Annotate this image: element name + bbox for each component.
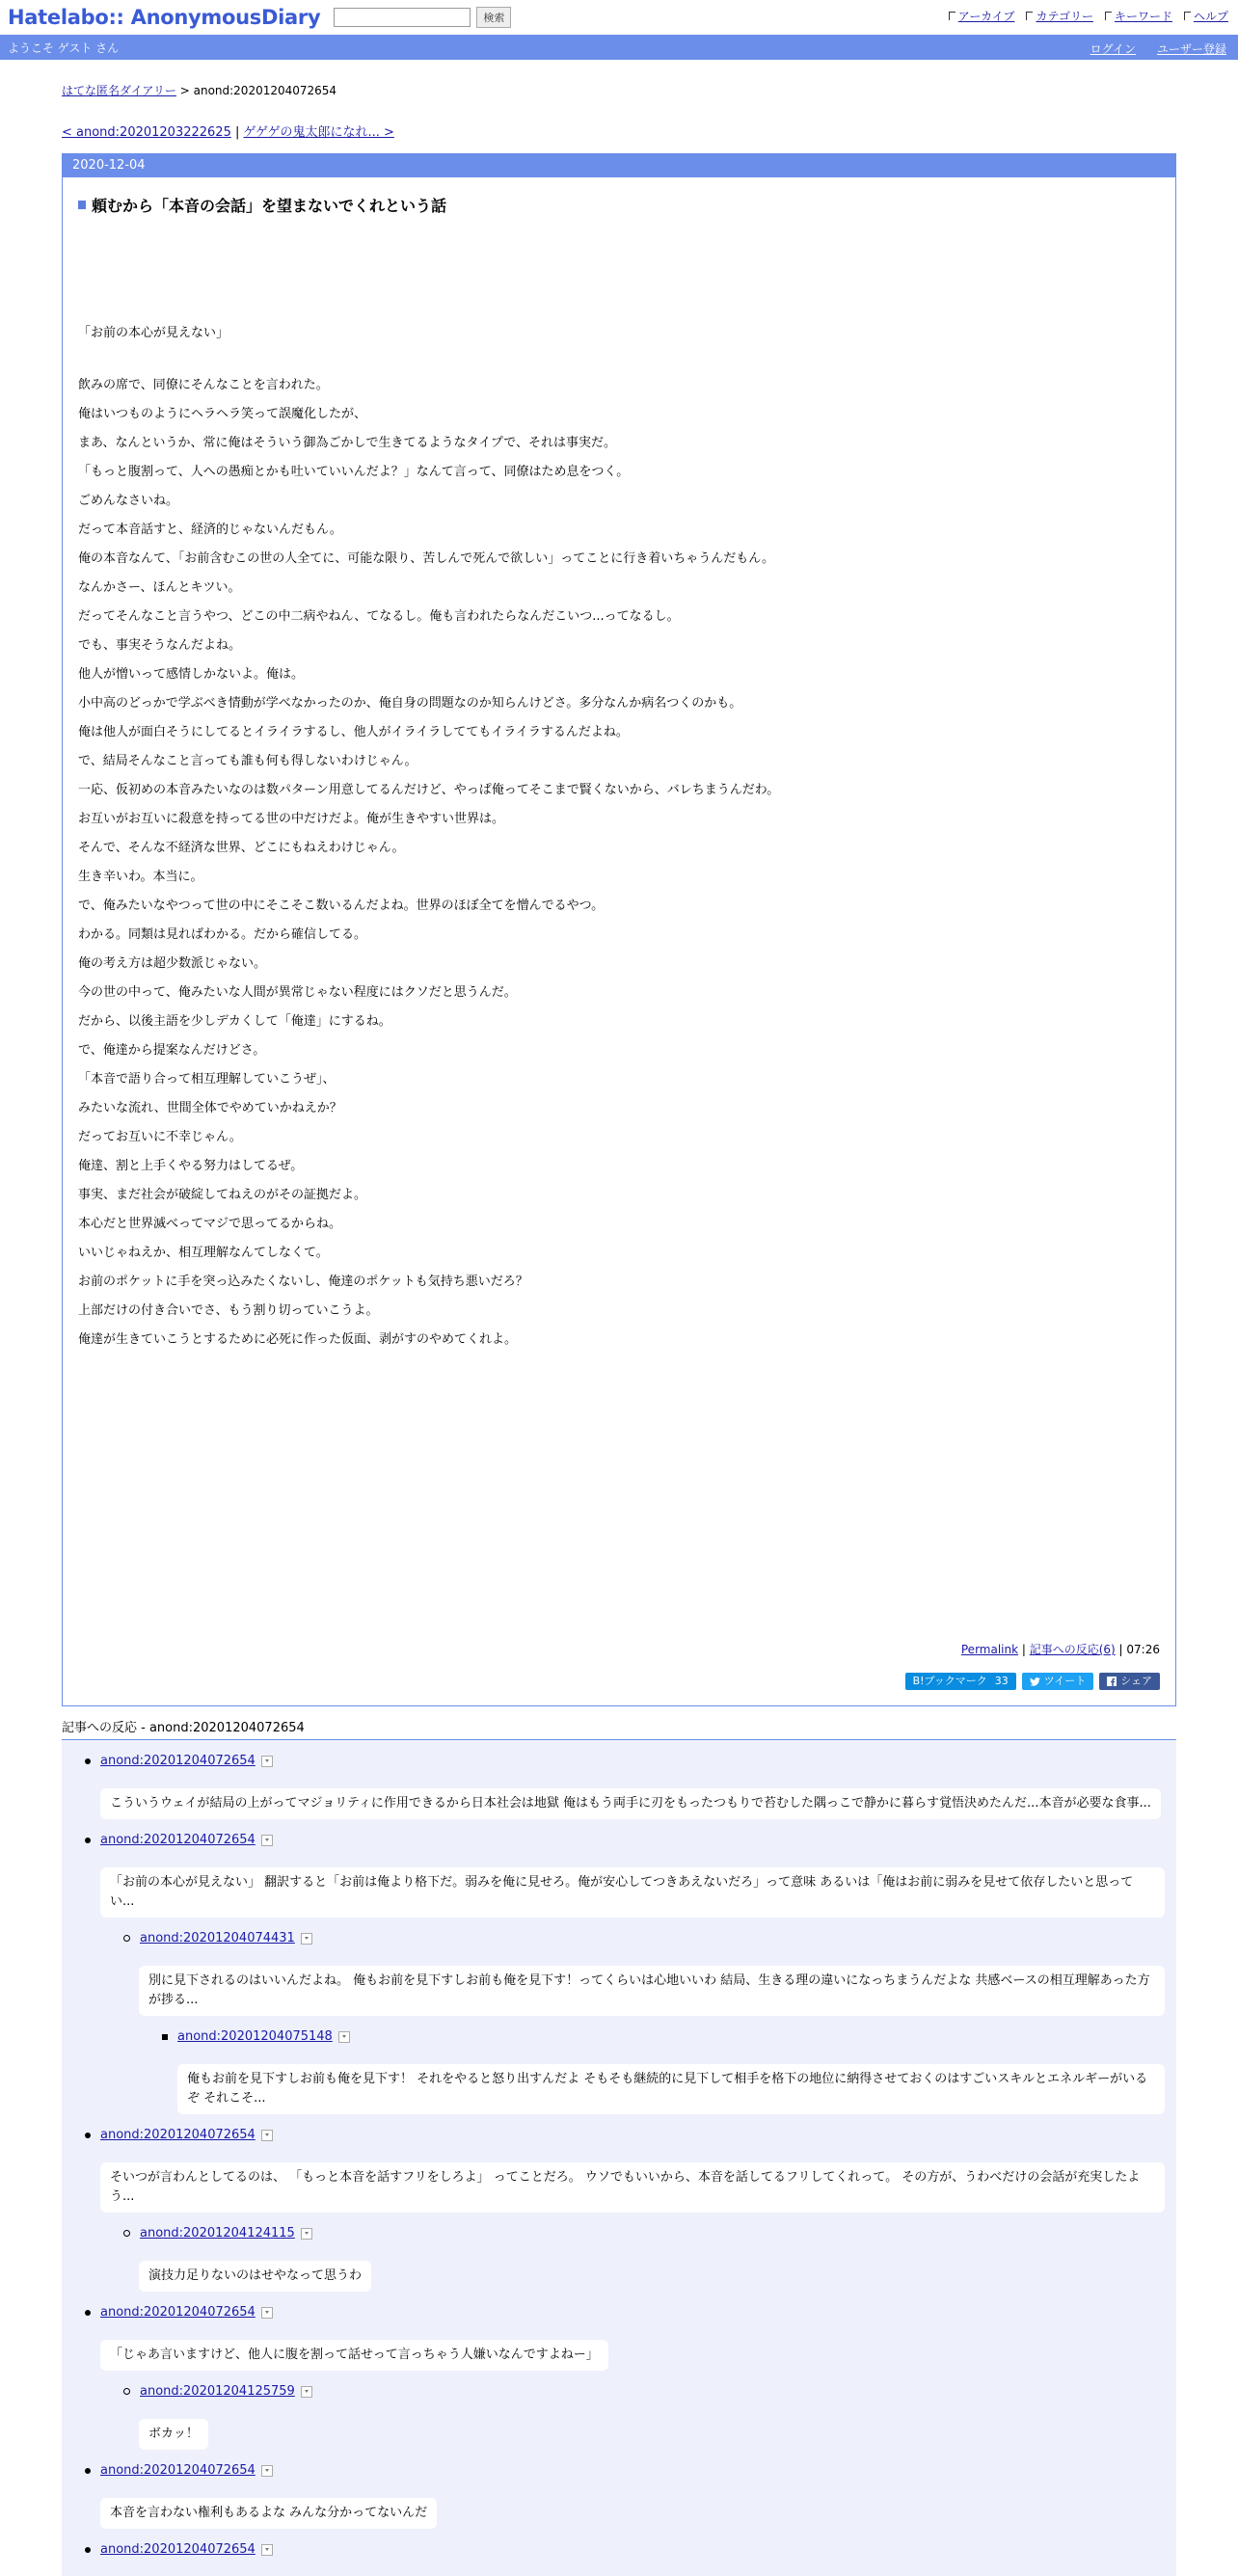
entry-line: 生き辛いわ。本当に。 xyxy=(78,870,203,884)
reaction-excerpt: 「じゃあ言いますけど、他人に腹を割って話せって言っちゃう人嫌いなんですよねー」 xyxy=(100,2340,608,2371)
reaction-item xyxy=(100,2463,1165,2529)
reaction-excerpt: そいつが言わんとしてるのは、 「もっと本音を話すフリをしろよ」 ってことだろ。 ウソでもいいから、本音を話してるフリしてくれって。 その方が、うわべだけの会話が充実したよう... xyxy=(100,2162,1165,2213)
site-logo[interactable]: Hatelabo:: AnonymousDiary xyxy=(8,6,321,29)
entry-title-text: 頼むから「本音の会話」を望まないでくれという話 xyxy=(92,197,447,215)
entry-line: なんかさー、ほんとキツい。 xyxy=(78,580,241,595)
dropdown-arrow-icon[interactable] xyxy=(261,1756,273,1767)
dropdown-arrow-icon[interactable] xyxy=(301,2386,312,2398)
reaction-link[interactable]: anond:20201204125759 xyxy=(140,2384,295,2399)
list-bullet-icon xyxy=(85,1838,91,1843)
permalink-link[interactable]: Permalink xyxy=(960,1643,1019,1656)
register-link[interactable]: ユーザー登録 xyxy=(1156,42,1226,56)
entry-line: だってお互いに不幸じゃん。 xyxy=(78,1130,242,1144)
list-bullet-icon xyxy=(85,2547,91,2553)
keyword-link[interactable]: キーワード xyxy=(1105,8,1172,24)
breadcrumb-separator: > xyxy=(175,84,194,97)
reaction-excerpt: 「お前の本心が見えない」 翻訳すると「お前は俺より格下だ。弱みを俺に見せろ。俺が安心してつきあえないだろ」って意味 あるいは「俺はお前に弱みを見せて依存したいと思ってい... xyxy=(100,1867,1165,1918)
reaction-excerpt: 演技力足りないのはせやなって思うわ xyxy=(139,2261,371,2292)
category-link[interactable]: カテゴリー xyxy=(1026,8,1093,24)
breadcrumb xyxy=(62,82,1176,98)
reaction-item xyxy=(100,2305,1165,2371)
entry-line: 俺の考え方は超少数派じゃない。 xyxy=(78,956,267,971)
reaction-item xyxy=(100,1754,1165,1819)
reaction-link[interactable]: anond:20201204074431 xyxy=(140,1931,295,1945)
entry-line: 飲みの席で、同僚にそんなことを言われた。 xyxy=(78,378,329,392)
dropdown-arrow-icon[interactable] xyxy=(261,2544,273,2556)
reaction-link[interactable]: anond:20201204124115 xyxy=(140,2226,295,2241)
reaction-item xyxy=(100,2542,1165,2557)
reaction-excerpt: こういうウェイが結局の上がってマジョリティに作用できるから日本社会は地獄 俺はもう両手に刃をもったつもりで苔むした隅っこで静かに暮らす覚悟決めたんだ...本音が必要な食事... xyxy=(100,1788,1161,1819)
top-nav xyxy=(949,8,1228,24)
hatena-bookmark-label: B!ブックマーク xyxy=(912,1675,987,1687)
entry-line: ごめんなさいね。 xyxy=(78,494,179,508)
entry-line: で、結局そんなこと言っても誰も何も得しないわけじゃん。 xyxy=(78,754,417,768)
reaction-item xyxy=(139,2384,1165,2450)
twitter-bird-icon xyxy=(1030,1677,1040,1686)
entry-line: で、俺達から提案なんだけどさ。 xyxy=(78,1043,266,1058)
entry-line: 俺の本音なんて、「お前含むこの世の人全てに、可能な限り、苦しんで死んで欲しい」ってことに行き着いちゃうんだもん。 xyxy=(78,551,775,566)
dropdown-arrow-icon[interactable] xyxy=(261,2465,273,2477)
entry-line: だって本音話すと、経済的じゃないんだもん。 xyxy=(78,523,342,537)
entry-line: 他人が憎いって感情しかないよ。俺は。 xyxy=(78,667,305,682)
list-bullet-icon xyxy=(85,2310,91,2316)
reactions-link[interactable]: 記事への反応(6) xyxy=(1029,1643,1116,1656)
dropdown-arrow-icon[interactable] xyxy=(301,1933,312,1945)
facebook-share-label: シェア xyxy=(1120,1675,1152,1687)
entry-line: お互いがお互いに殺意を持ってる世の中だけだよ。俺が生きやすい世界は。 xyxy=(78,812,505,826)
reaction-link[interactable]: anond:20201204075148 xyxy=(177,2029,333,2044)
prev-entry-link[interactable]: < anond:20201203222625 xyxy=(62,125,231,140)
reaction-item xyxy=(177,2029,1165,2114)
entry-line: でも、事実そうなんだよね。 xyxy=(78,638,242,653)
search-button[interactable]: 検索 xyxy=(476,7,511,28)
entry-line: 俺達が生きていこうとするために必死に作った仮面、剥がすのやめてくれよ。 xyxy=(78,1332,518,1347)
reaction-link[interactable]: anond:20201204072654 xyxy=(100,2305,256,2320)
reaction-item xyxy=(100,2128,1165,2213)
entry-line: 「もっと腹割って、人への愚痴とかも吐いていいんだよ？」なんて言って、同僚はため息をつく。 xyxy=(78,465,630,479)
entry-section xyxy=(63,177,1175,1705)
list-bullet-icon xyxy=(123,2388,130,2395)
site-banner xyxy=(0,0,1238,35)
list-bullet-icon xyxy=(85,2133,91,2138)
user-bar xyxy=(0,35,1238,60)
prev-next-nav xyxy=(62,121,1176,140)
entry-line: 本心だと世界滅べってマジで思ってるからね。 xyxy=(78,1217,342,1231)
reaction-item xyxy=(139,2226,1165,2292)
search-input[interactable] xyxy=(334,8,471,27)
list-bullet-icon xyxy=(85,1758,91,1764)
entry-first-line: 「お前の本心が見えない」 xyxy=(78,326,229,340)
entry-line: 「本音で語り合って相互理解していこうぜ」、 xyxy=(78,1072,336,1087)
entry-line: みたいな流れ、世間全体でやめていかねえか？ xyxy=(78,1101,342,1115)
reaction-link[interactable]: anond:20201204072654 xyxy=(100,2128,256,2142)
entry-line: そんで、そんな不経済な世界、どこにもねえわけじゃん。 xyxy=(78,841,405,855)
dropdown-arrow-icon[interactable] xyxy=(261,2307,273,2319)
list-bullet-icon xyxy=(85,2468,91,2474)
welcome-text: ようこそ ゲスト さん xyxy=(8,40,120,55)
dropdown-arrow-icon[interactable] xyxy=(338,2031,350,2043)
dropdown-arrow-icon[interactable] xyxy=(261,2130,273,2141)
entry-lines xyxy=(78,371,1160,1355)
hatena-bookmark-count: 33 xyxy=(994,1675,1009,1687)
entry-line: まあ、なんというか、常に俺はそういう御為ごかしで生きてるようなタイプで、それは事実だ。 xyxy=(78,436,616,450)
share-buttons xyxy=(78,1673,1160,1694)
entry-line: お前のポケットに手を突っ込みたくないし、俺達のポケットも気持ち悪いだろ？ xyxy=(78,1275,528,1289)
reaction-excerpt: 俺もお前を見下すしお前も俺を見下す！ それをやると怒り出すんだよ そもそも継続的に見下して相手を格下の地位に納得させておくのはすごいスキルとエネルギーがいるぞ それこそ... xyxy=(177,2064,1165,2114)
reactions-list xyxy=(62,1740,1176,2576)
login-link[interactable]: ログイン xyxy=(1090,42,1136,56)
entry-footer: Permalink | 記事への反応(6) | 07:26 xyxy=(960,1643,1160,1656)
next-entry-link[interactable]: ゲゲゲの鬼太郎になれ... > xyxy=(243,125,394,140)
entry-line: 上部だけの付き合いでさ、もう割り切っていこうよ。 xyxy=(78,1303,379,1318)
reactions-header: 記事への反応 - anond:20201204072654 xyxy=(62,1717,1176,1740)
entry-line: いいじゃねえか、相互理解なんてしなくて。 xyxy=(78,1246,329,1260)
entry-line: 小中高のどっかで学ぶべき情動が学べなかったのか、俺自身の問題なのか知らんけどさ。多分なんか病名つくのかも。 xyxy=(78,696,742,711)
section-anchor-icon[interactable] xyxy=(78,201,86,209)
archive-link[interactable]: アーカイブ xyxy=(949,8,1015,24)
entry-line: 一応、仮初めの本音みたいなのは数パターン用意してるんだけど、やっぱ俺ってそこまで賢くないから、バレちまうんだわ。 xyxy=(78,783,780,797)
reaction-link[interactable]: anond:20201204072654 xyxy=(100,2463,256,2478)
help-link[interactable]: ヘルプ xyxy=(1184,8,1228,24)
entry-line: 事実、まだ社会が破綻してねえのがその証拠だよ。 xyxy=(78,1188,367,1202)
entry-line: で、俺みたいなやつって世の中にそこそこ数いるんだよね。世界のほぼ全てを憎んでるやつ。 xyxy=(78,899,605,913)
entry-line: 俺達、割と上手くやる努力はしてるぜ。 xyxy=(78,1159,304,1173)
reaction-item xyxy=(139,1931,1165,2016)
entry-title xyxy=(78,194,1160,216)
account-links xyxy=(1090,40,1226,57)
entry-line: 今の世の中って、俺みたいな人間が異常じゃない程度にはクソだと思うんだ。 xyxy=(78,985,517,1000)
reaction-excerpt: 本音を言わない権利もあるよな みんな分かってないんだ xyxy=(100,2498,437,2529)
reaction-link[interactable]: anond:20201204072654 xyxy=(100,2542,256,2557)
reaction-link[interactable]: anond:20201204072654 xyxy=(100,1754,256,1768)
reaction-excerpt: 別に見下されるのはいいんだよね。 俺もお前を見下すしお前も俺を見下す！ってくらいは心地いいわ 結局、生きる理の違いになっちまうんだよな 共感ベースの相互理解あった方が捗る... xyxy=(139,1966,1165,2016)
tweet-button[interactable] xyxy=(1022,1673,1093,1690)
tweet-label: ツイート xyxy=(1043,1675,1087,1687)
entry-line: わかる。同類は見ればわかる。だから確信してる。 xyxy=(78,927,367,942)
reaction-excerpt: ボカッ！ xyxy=(139,2419,208,2450)
prev-next-separator: | xyxy=(230,125,244,140)
entry-line: 俺はいつものようにヘラヘラ笑って誤魔化したが、 xyxy=(78,407,367,421)
breadcrumb-home-link[interactable]: はてな匿名ダイアリー xyxy=(62,84,176,97)
breadcrumb-current: anond:20201204072654 xyxy=(193,84,337,97)
list-bullet-icon xyxy=(162,2034,168,2040)
list-bullet-icon xyxy=(123,1935,130,1942)
reaction-link[interactable]: anond:20201204072654 xyxy=(100,1833,256,1847)
entry-line: だから、以後主語を少しデカくして「俺達」にするね。 xyxy=(78,1014,391,1029)
facebook-icon xyxy=(1107,1677,1117,1686)
facebook-share-button[interactable] xyxy=(1099,1673,1160,1690)
entry-body xyxy=(78,319,1160,1355)
diary-day xyxy=(62,153,1176,1706)
entry-line: だってそんなこと言うやつ、どこの中二病やねん、てなるし。俺も言われたらなんだこいつ...ってなるし。 xyxy=(78,609,680,624)
hatena-bookmark-button[interactable] xyxy=(905,1673,1016,1690)
entry-line: 俺は他人が面白そうにしてるとイライラするし、他人がイライラしててもイライラするんだよね。 xyxy=(78,725,629,739)
list-bullet-icon xyxy=(123,2230,130,2237)
dropdown-arrow-icon[interactable] xyxy=(261,1835,273,1846)
day-date: 2020-12-04 xyxy=(63,154,1175,177)
reaction-item xyxy=(100,1833,1165,1918)
main-content xyxy=(62,82,1176,2576)
entry-time: 07:26 xyxy=(1126,1643,1160,1656)
dropdown-arrow-icon[interactable] xyxy=(301,2228,312,2240)
